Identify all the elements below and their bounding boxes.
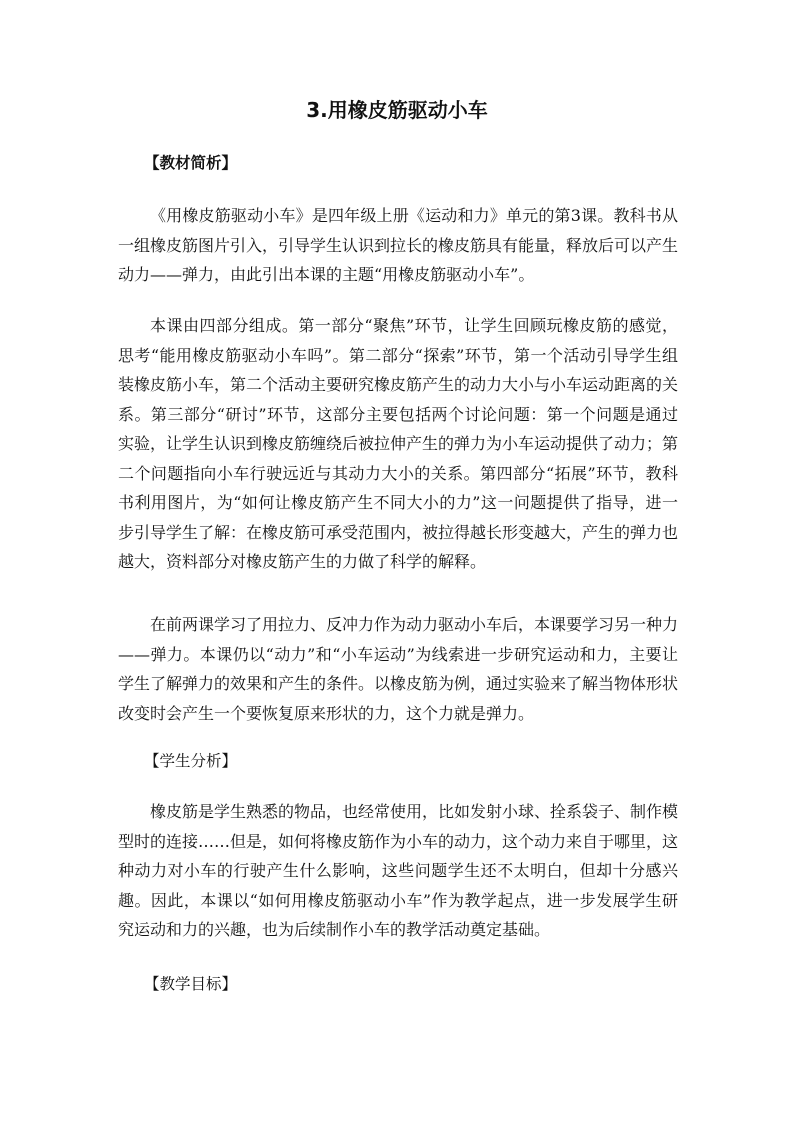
paragraph-lesson-structure: 本课由四部分组成。第一部分“聚焦”环节，让学生回顾玩橡皮筋的感觉，思考“能用橡皮筋驱动小车吗”。第二部分“探索”环节，第一个活动引导学生组装橡皮筋小车，第二个活动主要研究橡皮筋产生的动力大小与小车运动距离的关系。第三部分“研讨”环节，这部分主要包括两个讨论问题：第一个问题是通过实验，让学生认识到橡皮筋缠绕后被拉伸产生的弹力为小车运动提供了动力；第二个问题指向小车行驶远近与其动力大小的关系。第四部分“拓展”环节，教科书利用图片，为“如何让橡皮筋产生不同大小的力”这一问题提供了指导，进一步引导学生了解：在橡皮筋可承受范围内，被拉得越长形变越大，产生的弹力也越大，资料部分对橡皮筋产生的力做了科学的解释。 <box>118 316 679 571</box>
paragraph-textbook-intro: 《用橡皮筋驱动小车》是四年级上册《运动和力》单元的第3课。教科书从一组橡皮筋图片引入，引导学生认识到拉长的橡皮筋具有能量，释放后可以产生动力——弹力，由此引出本课的主题“用橡皮筋驱动小车”。 <box>118 206 679 284</box>
section-heading-student-analysis: 【学生分析】 <box>144 752 238 770</box>
document-title: 3.用橡皮筋驱动小车 <box>306 98 488 122</box>
section-heading-teaching-goals: 【教学目标】 <box>144 975 238 993</box>
paragraph-student-analysis: 橡皮筋是学生熟悉的物品，也经常使用，比如发射小球、拴系袋子、制作模型时的连接……但是，如何将橡皮筋作为小车的动力，这个动力来自于哪里，这种动力对小车的行驶产生什么影响，这些问题学生还不太明白，但却十分感兴趣。因此，本课以“如何用橡皮筋驱动小车”作为教学起点，进一步发展学生研究运动和力的兴趣，也为后续制作小车的教学活动奠定基础。 <box>118 802 679 939</box>
paragraph-elastic-force: 在前两课学习了用拉力、反冲力作为动力驱动小车后，本课要学习另一种力——弹力。本课仍以“动力”和“小车运动”为线索进一步研究运动和力，主要让学生了解弹力的效果和产生的条件。以橡皮筋为例，通过实验来了解当物体形状改变时会产生一个要恢复原来形状的力，这个力就是弹力。 <box>118 615 679 723</box>
section-heading-textbook-analysis: 【教材简析】 <box>144 153 238 172</box>
